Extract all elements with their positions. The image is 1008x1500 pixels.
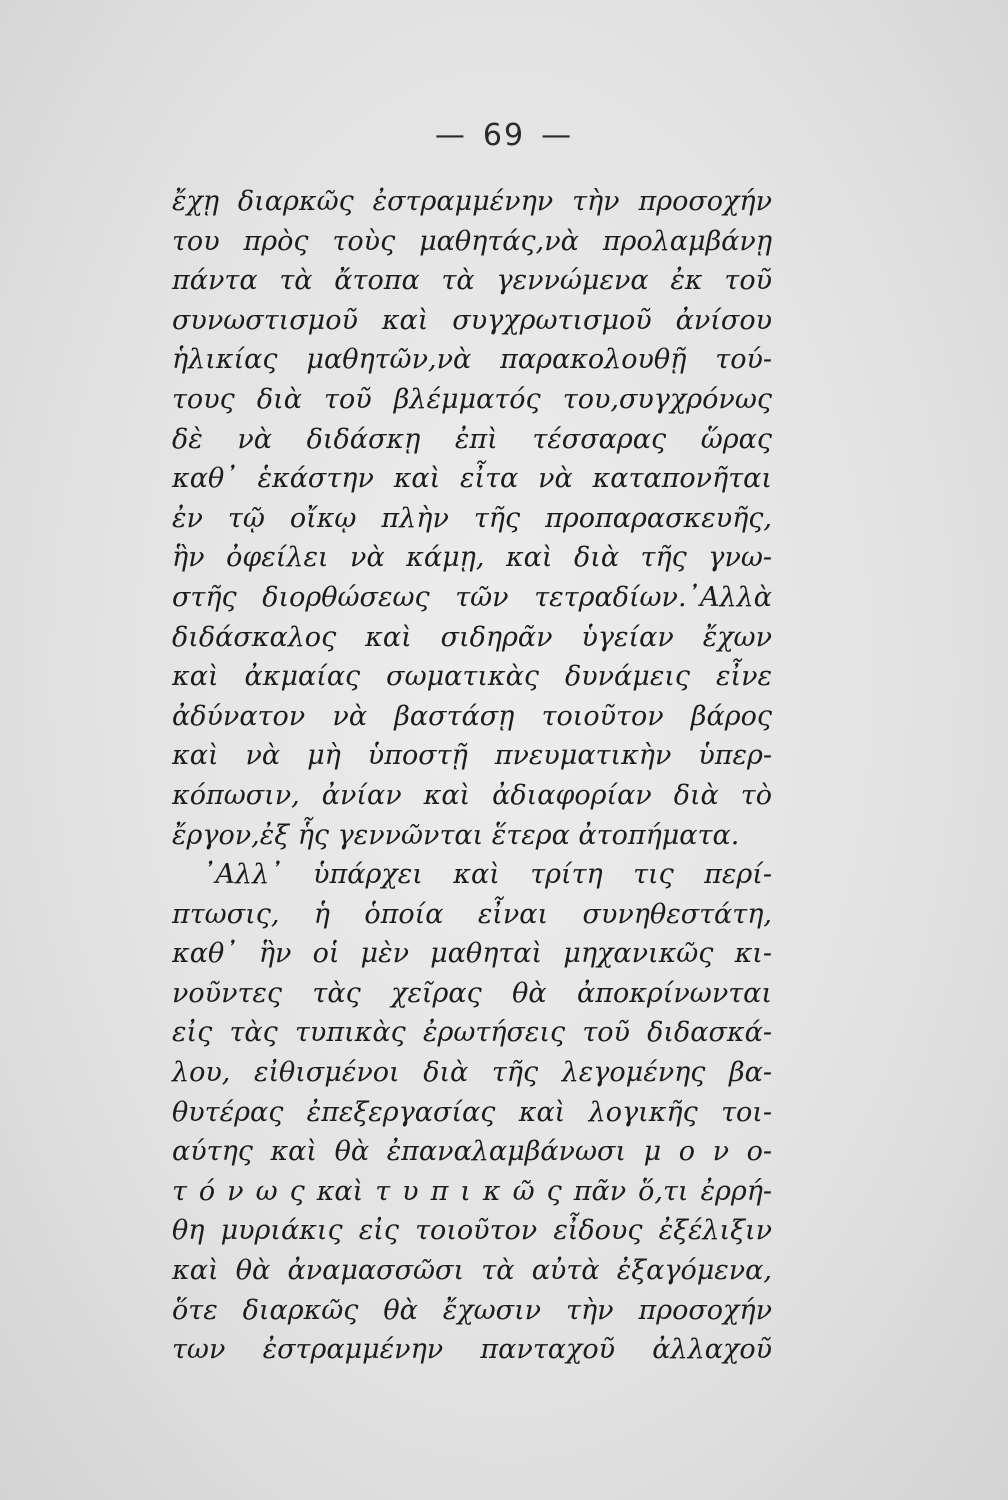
text-line: θυτέρας ἐπεξεργασίας καὶ λογικῆς τοι- <box>172 1096 772 1128</box>
text-line: τους διὰ τοῦ βλέμματός του,συγχρόνως <box>172 383 772 415</box>
text-line: ἀδύνατον νὰ βαστάσῃ τοιοῦτον βάρος <box>172 700 772 732</box>
text-line: καθ᾽ ἑκάστην καὶ εἶτα νὰ καταπονῆται <box>172 463 772 495</box>
text-line: των ἐστραμμένην πανταχοῦ ἀλλαχοῦ <box>172 1334 772 1366</box>
text-line: θη μυριάκις εἰς τοιοῦτον εἶδους ἐξέλιξιν <box>172 1215 772 1247</box>
page-number-dash-right: — <box>541 118 574 153</box>
page-number-dash-left: — <box>434 118 467 153</box>
text-line: ἔργον,ἐξ ἧς γεννῶνται ἕτερα ἀτοπήματα. <box>172 819 740 851</box>
text-line: καὶ ἀκμαίας σωματικὰς δυνάμεις εἶνε <box>172 661 772 693</box>
page-number-header <box>0 118 1008 153</box>
text-line: αύτης καὶ θὰ ἐπαναλαμβάνωσι μ ο ν ο- <box>172 1136 772 1168</box>
text-line: εἰς τὰς τυπικὰς ἐρωτήσεις τοῦ διδασκά- <box>172 1017 772 1049</box>
text-line: πτωσις, ἡ ὁποία εἶναι συνηθεστάτη, <box>172 898 772 930</box>
text-line: κόπωσιν, ἀνίαν καὶ ἀδιαφορίαν διὰ τὸ <box>172 779 772 811</box>
body-text <box>172 182 772 1370</box>
text-line: ᾽Αλλ᾽ ὑπάρχει καὶ τρίτη τις περί- <box>202 859 772 891</box>
text-line: στῆς διορθώσεως τῶν τετραδίων.᾽Αλλὰ <box>172 581 772 613</box>
text-line: του πρὸς τοὺς μαθητάς,νὰ προλαμβάνῃ <box>172 225 772 257</box>
text-line: πάντα τὰ ἄτοπα τὰ γεννώμενα ἐκ τοῦ <box>172 265 772 297</box>
text-line: καὶ θὰ ἀναμασσῶσι τὰ αὐτὰ ἐξαγόμενα, <box>172 1255 772 1287</box>
text-line: καὶ νὰ μὴ ὑποστῇ πνευματικὴν ὑπερ- <box>172 740 772 772</box>
text-line: ἣν ὀφείλει νὰ κάμῃ, καὶ διὰ τῆς γνω- <box>172 542 772 574</box>
text-line: ἡλικίας μαθητῶν,νὰ παρακολουθῇ τού- <box>172 344 772 376</box>
text-line: ὅτε διαρκῶς θὰ ἔχωσιν τὴν προσοχήν <box>172 1294 772 1326</box>
text-line: νοῦντες τὰς χεῖρας θὰ ἀποκρίνωνται <box>172 977 772 1009</box>
text-line: συνωστισμοῦ καὶ συγχρωτισμοῦ ἀνίσου <box>172 304 772 336</box>
text-line: διδάσκαλος καὶ σιδηρᾶν ὑγείαν ἔχων <box>172 621 772 653</box>
text-line: λου, εἰθισμένοι διὰ τῆς λεγομένης βα- <box>172 1057 772 1089</box>
text-line: ἔχῃ διαρκῶς ἐστραμμένην τὴν προσοχήν <box>172 186 772 217</box>
text-line: ἐν τῷ οἴκῳ πλὴν τῆς προπαρασκευῆς, <box>172 502 772 534</box>
text-line: τ ό ν ω ς καὶ τ υ π ι κ ῶ ς πᾶν ὅ,τι ἐρρή- <box>172 1175 772 1207</box>
page-number: 69 <box>482 118 526 153</box>
text-line: καθ᾽ ἣν οἱ μὲν μαθηταὶ μηχανικῶς κι- <box>172 938 772 970</box>
text-line: δὲ νὰ διδάσκῃ ἐπὶ τέσσαρας ὥρας <box>172 423 772 455</box>
